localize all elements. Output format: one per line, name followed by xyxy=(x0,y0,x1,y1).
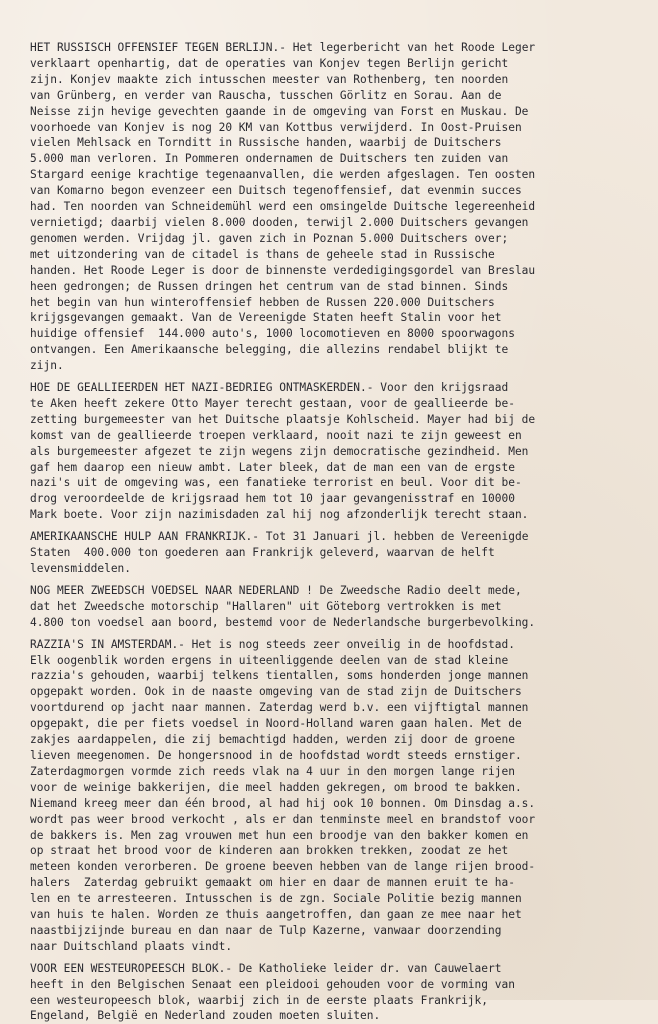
article-body: Het is nog steeds zeer onveilig in de hoofdstad. Elk oogenblik worden ergens in uiteenliggende deelen van de stad kleine razzia's gehouden, waarbij telkens tientallen, soms honderden jonge mannen opgepakt worden. Ook in de naaste omgeving van de stad zijn de Duitschers voortdurend op jacht naar mannen. Zaterdag werd b.v. een vijftigtal mannen opgepakt, die per fiets voedsel in Noord-Holland waren gaan halen. Met de zakjes aardappelen, die zij bemachtigd hadden, werden zij door de groene lieven meegenomen. De hongersnood in de hoofdstad wordt steeds ernstiger. Zaterdagmorgen vormde zich reeds vlak na 4 uur in den morgen lange rijen voor de weinige bakkerijen, die meel hadden gekregen, om brood te bakken. Niemand kreeg meer dan één brood, al had hij ook 10 bonnen. Om Dinsdag a.s. wordt pas weer brood verkocht , als er dan tenminste meel en brandstof voor de bakkers is. Men zag vrouwen met hun een broodje van den bakker komen en op straat het brood voor de kinderen aan brokken trekken, zoodat ze het meteen konden verorberen. De groene beeven hebben van de lange rijen brood- halers Zaterdag gebruikt gemaakt om hier en daar de mannen eruit te ha- len en te arresteeren. Intusschen is de zgn. Sociale Politie bezig mannen van huis te halen. Worden ze thuis aangetroffen, dan gaan ze mee naar het naastbijzijnde bureau en dan naar de Tulp Kazerne, vanwaar doorzending naar Duitschland plaats vindt. xyxy=(30,637,536,953)
article-body: Tot 31 Januari jl. hebben de Vereenigde Staten 400.000 ton goederen aan Frankrijk geleverd, waarvan de helft levensmiddelen. xyxy=(30,530,529,575)
article-swedish-food xyxy=(30,583,634,631)
article-headline: VOOR EEN WESTEUROPEESCH BLOK.- xyxy=(30,961,233,975)
article-american-aid xyxy=(30,529,634,577)
article-western-bloc xyxy=(30,961,634,1024)
article-headline: HET RUSSISCH OFFENSIEF TEGEN BERLIJN.- xyxy=(30,41,286,54)
article-russian-offensive xyxy=(30,40,634,374)
article-headline: AMERIKAANSCHE HULP AAN FRANKRIJK.- xyxy=(30,530,260,544)
article-body: Het legerbericht van het Roode Leger verklaart openhartig, dat de operaties van Konjev tegen Berlijn gericht zijn. Konjev maakte zich intusschen meester van Rothenberg, ten noorden van Grünberg, en verder van Rauscha, tusschen Görlitz en Sorau. Aan de Neisse zijn hevige gevechten gaande in de omgeving van Forst en Muskau. De voorhoede van Konjev is nog 20 KM van Kottbus verwijderd. In Oost-Pruisen vielen Mehlsack en Tornditt in Russische handen, waarbij de Duitschers 5.000 man verloren. In Pommeren ondernamen de Duitschers ten zuiden van Stargard eenige krachtige tegenaanvallen, die werden afgeslagen. Ten oosten van Komarno begon evenzeer een Duitsch tegenoffensief, dat evenmin succes had. Ten noorden van Schneidemühl werd een omsingelde Duitsche legereenheid vernietigd; daarbij vielen 8.000 dooden, terwijl 2.000 Duitschers gevangen genomen werden. Vrijdag jl. gaven zich in Poznan 5.000 Duitschers over; met uitzondering van de citadel is thans de geheele stad in Russische handen. Het Roode Leger is door de binnenste verdedigingsgordel van Breslau heen gedrongen; de Russen dringen het centrum van de stad binnen. Sinds het begin van hun winteroffensief hebben de Russen 220.000 Duitschers krijgsgevangen gemaakt. Van de Vereenigde Staten heeft Stalin voor het huidige offensief 144.000 auto's, 1000 locomotieven en 8000 spoorwagons ontvangen. Een Amerikaansche belegging, die allezins rendabel blijkt te zijn. xyxy=(30,41,536,373)
article-body: De Katholieke leider dr. van Cauwelaert heeft in den Belgischen Senaat een pleidooi gehouden voor de vorming van een westeuropeesch blok, waarbij zich in de eerste plaats Frankrijk, Engeland, België en Nederland zouden moeten sluiten. xyxy=(30,961,515,1023)
article-headline: RAZZIA'S IN AMSTERDAM.- xyxy=(30,637,185,651)
article-headline: HOE DE GEALLIEERDEN HET NAZI-BEDRIEG ONTMASKERDEN.- xyxy=(30,381,374,395)
article-body: De Zweedsche Radio deelt mede, dat het Zweedsche motorschip "Hallaren" uit Göteborg vertrokken is met 4.800 ton voedsel aan boord, bestemd voor de Nederlandsche burgerbevolking. xyxy=(30,583,536,629)
article-nazi-deception xyxy=(30,380,634,523)
article-headline: NOG MEER ZWEEDSCH VOEDSEL NAAR NEDERLAND ! xyxy=(30,583,313,597)
article-raids-amsterdam xyxy=(30,637,634,955)
article-body: Voor den krijgsraad te Aken heeft zekere Otto Mayer terecht gestaan, voor de geallieerde be- zetting burgemeester van het Duitsche plaatsje Kohlscheid. Mayer had bij de komst van de geallieerde troepen verklaard, nooit nazi te zijn geweest en als burgemeester afgezet te zijn wegens zijn democratische gezindheid. Men gaf hem daarop een nieuw ambt. Later bleek, dat de man een van de ergste nazi's uit de omgeving was, een fanatieke terrorist en beul. Voor dit be- drog veroordeelde de krijgsraad hem tot 10 jaar gevangenisstraf en 10000 Mark boete. Voor zijn nazimisdaden zal hij nog afzonderlijk terecht staan. xyxy=(30,381,536,522)
